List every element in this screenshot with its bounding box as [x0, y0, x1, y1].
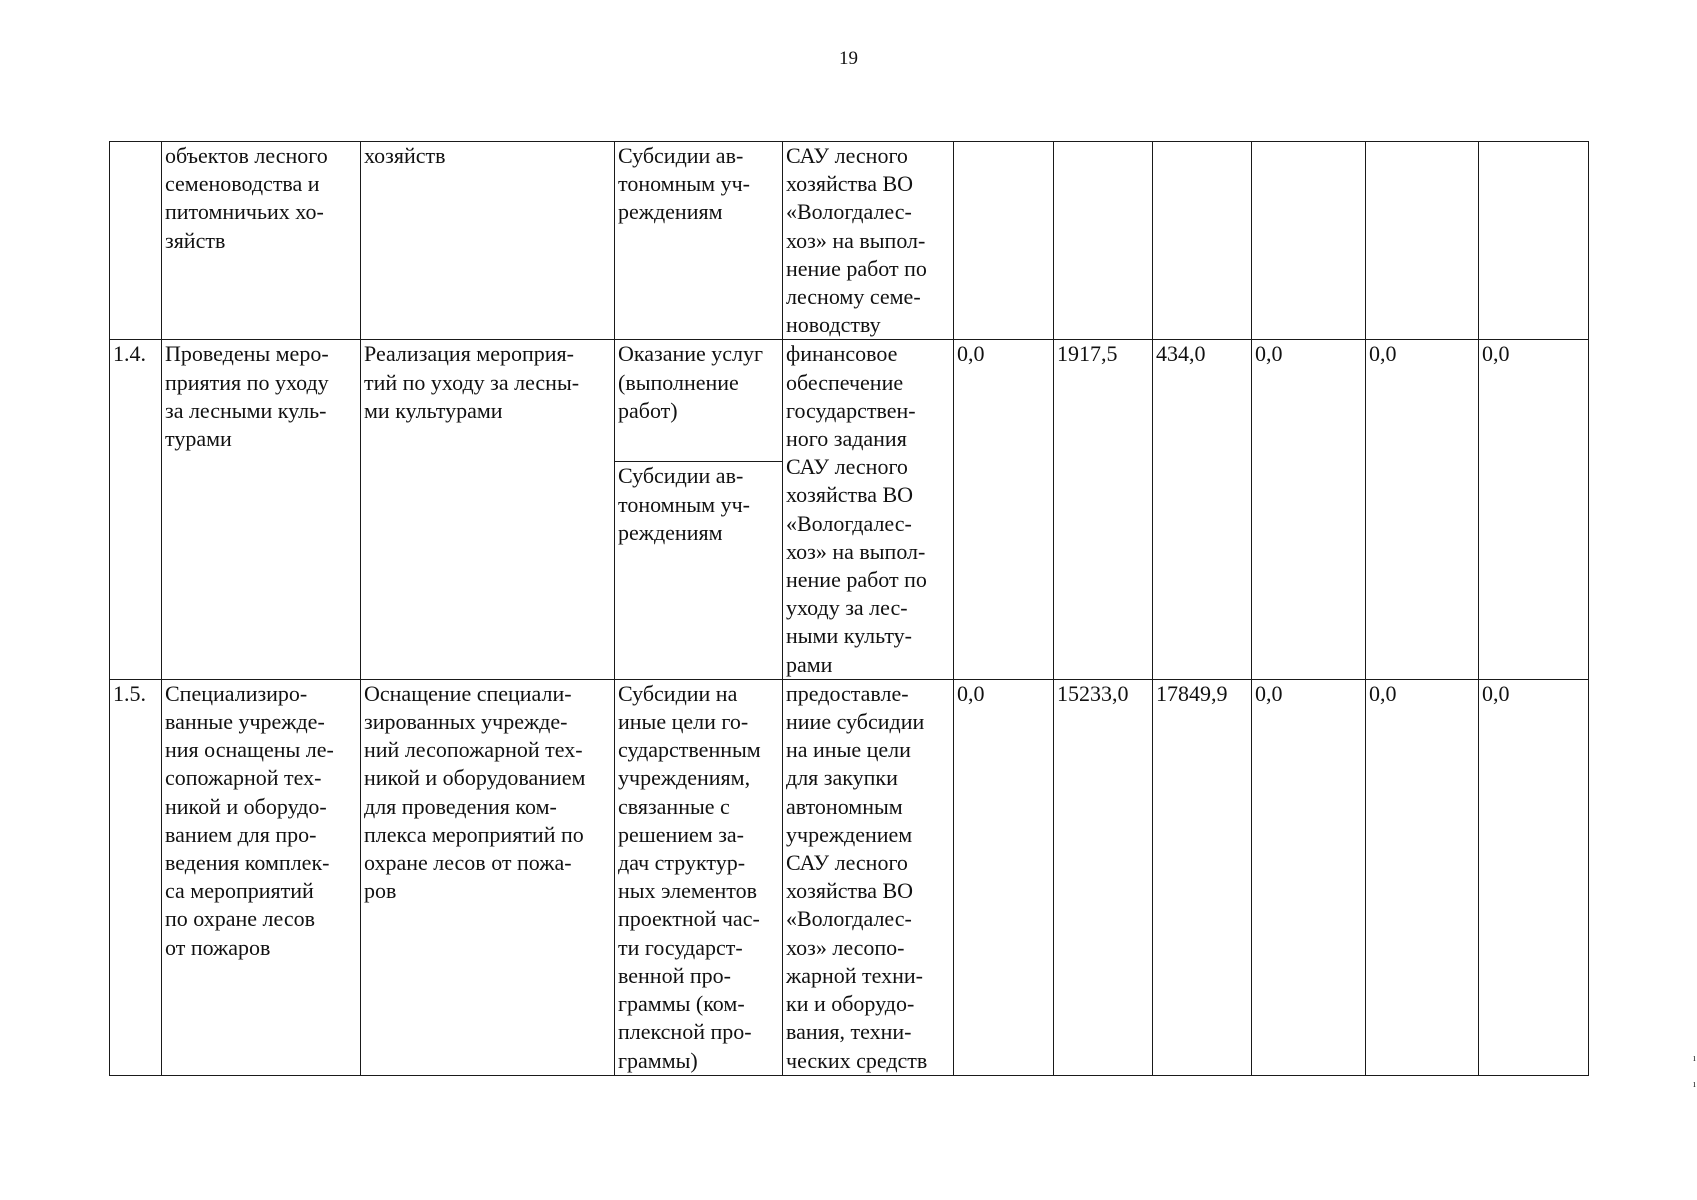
cell-line: Проведены меро-	[165, 341, 329, 367]
cell-line: питомничьих хо-	[165, 199, 324, 225]
cell-line: ния оснащены ле-	[165, 737, 334, 763]
cell-line: реждениям	[618, 519, 723, 545]
cell-line: плексной про-	[618, 1019, 752, 1045]
cell-line: турами	[165, 426, 232, 452]
cell-line: семеноводства и	[165, 171, 320, 197]
value-cell	[954, 142, 1054, 340]
cell-line: учреждениям,	[618, 765, 751, 791]
cell-line: ческих средств	[786, 1047, 928, 1073]
result-cell	[162, 679, 361, 1075]
cell-line: Оснащение специали-	[364, 680, 572, 706]
program-table	[109, 141, 1589, 1076]
cell-line: граммы)	[618, 1047, 698, 1073]
table-row	[110, 340, 1589, 462]
measure-cell	[361, 142, 615, 340]
cell-line: объектов лесного	[165, 143, 328, 168]
cell-line: хоз» лесопо-	[786, 934, 905, 960]
cell-line: тономным уч-	[618, 171, 750, 197]
value-cell	[1252, 142, 1366, 340]
cell-line: ного задания	[786, 426, 907, 452]
cell-line: ти государст-	[618, 934, 743, 960]
cell-line: ми культурами	[364, 397, 503, 423]
cell-line: нение работ по	[786, 255, 927, 281]
cell-line: государствен-	[786, 397, 916, 423]
purpose-cell	[783, 679, 954, 1075]
cell-line: уходу за лес-	[786, 595, 908, 621]
cell-line: хозяйства ВО	[786, 482, 914, 508]
cell-line: хоз» на выпол-	[786, 538, 926, 564]
value-cell	[1479, 142, 1589, 340]
cell-line: никой и оборудованием	[364, 765, 586, 791]
table-row	[110, 142, 1589, 340]
cell-line: нение работ по	[786, 567, 927, 593]
cell-line: сопожарной тех-	[165, 765, 322, 791]
cell-line: вания, техни-	[786, 1019, 912, 1045]
cell-line: решением за-	[618, 821, 744, 847]
row-number	[110, 142, 162, 340]
value-cell: 0,0	[1479, 679, 1589, 1075]
row-number: 1.4.	[110, 340, 162, 679]
cell-line: связанные с	[618, 793, 730, 819]
cell-line: Субсидии ав-	[618, 463, 744, 489]
cell-line: финансовое	[786, 341, 898, 367]
cell-line: тий по уходу за лесны-	[364, 369, 580, 395]
value-cell: 0,0	[954, 679, 1054, 1075]
cell-line: лесному семе-	[786, 284, 921, 310]
value-cell	[1366, 142, 1479, 340]
cell-line: хоз» на выпол-	[786, 227, 926, 253]
cell-line: зированных учрежде-	[364, 709, 568, 735]
cell-line: учреждением	[786, 821, 913, 847]
cell-line: граммы (ком-	[618, 991, 745, 1017]
cell-line: реждениям	[618, 199, 723, 225]
cell-line: Специализиро-	[165, 680, 308, 706]
value-cell: 1917,5	[1054, 340, 1153, 679]
cell-line: для закупки	[786, 765, 898, 791]
value-cell	[1153, 142, 1252, 340]
cell-line: работ)	[618, 397, 678, 423]
value-cell: 0,0	[1479, 340, 1589, 679]
purpose-cell	[783, 142, 954, 340]
cell-line: сударственным	[618, 737, 761, 763]
cell-line: никой и оборудо-	[165, 793, 327, 819]
cell-line: дач структур-	[618, 850, 746, 876]
value-cell	[1054, 142, 1153, 340]
cell-line: (выполнение	[618, 369, 739, 395]
cell-line: ванные учрежде-	[165, 709, 325, 735]
measure-cell	[361, 340, 615, 679]
cell-line: тономным уч-	[618, 491, 750, 517]
value-cell: 15233,0	[1054, 679, 1153, 1075]
value-cell: 17849,9	[1153, 679, 1252, 1075]
cell-line: от пожаров	[165, 934, 271, 960]
cell-line: САУ лесного	[786, 850, 908, 876]
cell-line: хозяйства ВО	[786, 171, 914, 197]
cell-line: «Вологдалес-	[786, 906, 912, 932]
value-cell: 0,0	[1366, 679, 1479, 1075]
cell-line: са мероприятий	[165, 878, 314, 904]
cell-line: новодству	[786, 312, 881, 338]
cell-line: плекса мероприятий по	[364, 821, 584, 847]
direction-cell	[615, 462, 783, 680]
cell-line: ведения комплек-	[165, 850, 330, 876]
cell-line: на иные цели	[786, 737, 911, 763]
cell-line: «Вологдалес-	[786, 199, 912, 225]
cell-line: Субсидии на	[618, 680, 738, 706]
row-number: 1.5.	[110, 679, 162, 1075]
cell-line: жарной техни-	[786, 962, 923, 988]
cell-line: венной про-	[618, 962, 731, 988]
cell-line: Реализация мероприя-	[364, 341, 574, 367]
cell-line: проектной час-	[618, 906, 760, 932]
value-cell: 0,0	[1366, 340, 1479, 679]
cell-line: зяйств	[165, 227, 226, 253]
cell-line: хозяйства ВО	[786, 878, 914, 904]
cell-line: Субсидии ав-	[618, 143, 744, 168]
scan-edge-mark: ı	[1693, 1053, 1696, 1064]
cell-line: рами	[786, 651, 833, 677]
cell-line: иные цели го-	[618, 709, 749, 735]
cell-line: за лесными куль-	[165, 397, 327, 423]
table-row	[110, 679, 1589, 1075]
value-cell: 0,0	[1252, 340, 1366, 679]
cell-line: хозяйств	[364, 143, 446, 168]
cell-line: приятия по уходу	[165, 369, 329, 395]
direction-cell	[615, 679, 783, 1075]
cell-line: ными культу-	[786, 623, 912, 649]
cell-line: ров	[364, 878, 397, 904]
cell-line: САУ лесного	[786, 454, 908, 480]
cell-line: ванием для про-	[165, 821, 317, 847]
direction-cell	[615, 142, 783, 340]
purpose-cell	[783, 340, 954, 679]
scan-edge-mark: ı	[1693, 1079, 1696, 1090]
direction-cell	[615, 340, 783, 462]
cell-line: ки и оборудо-	[786, 991, 915, 1017]
value-cell: 0,0	[1252, 679, 1366, 1075]
page-number: 19	[839, 48, 858, 69]
value-cell: 434,0	[1153, 340, 1252, 679]
result-cell	[162, 340, 361, 679]
cell-line: автономным	[786, 793, 903, 819]
cell-line: Оказание услуг	[618, 341, 764, 367]
cell-line: предоставле-	[786, 680, 909, 706]
cell-line: САУ лесного	[786, 143, 908, 168]
result-cell	[162, 142, 361, 340]
cell-line: обеспечение	[786, 369, 904, 395]
value-cell: 0,0	[954, 340, 1054, 679]
cell-line: ных элементов	[618, 878, 758, 904]
cell-line: ниие субсидии	[786, 709, 925, 735]
cell-line: по охране лесов	[165, 906, 315, 932]
cell-line: «Вологдалес-	[786, 510, 912, 536]
measure-cell	[361, 679, 615, 1075]
cell-line: ний лесопожарной тех-	[364, 737, 583, 763]
cell-line: для проведения ком-	[364, 793, 557, 819]
cell-line: охране лесов от пожа-	[364, 850, 572, 876]
